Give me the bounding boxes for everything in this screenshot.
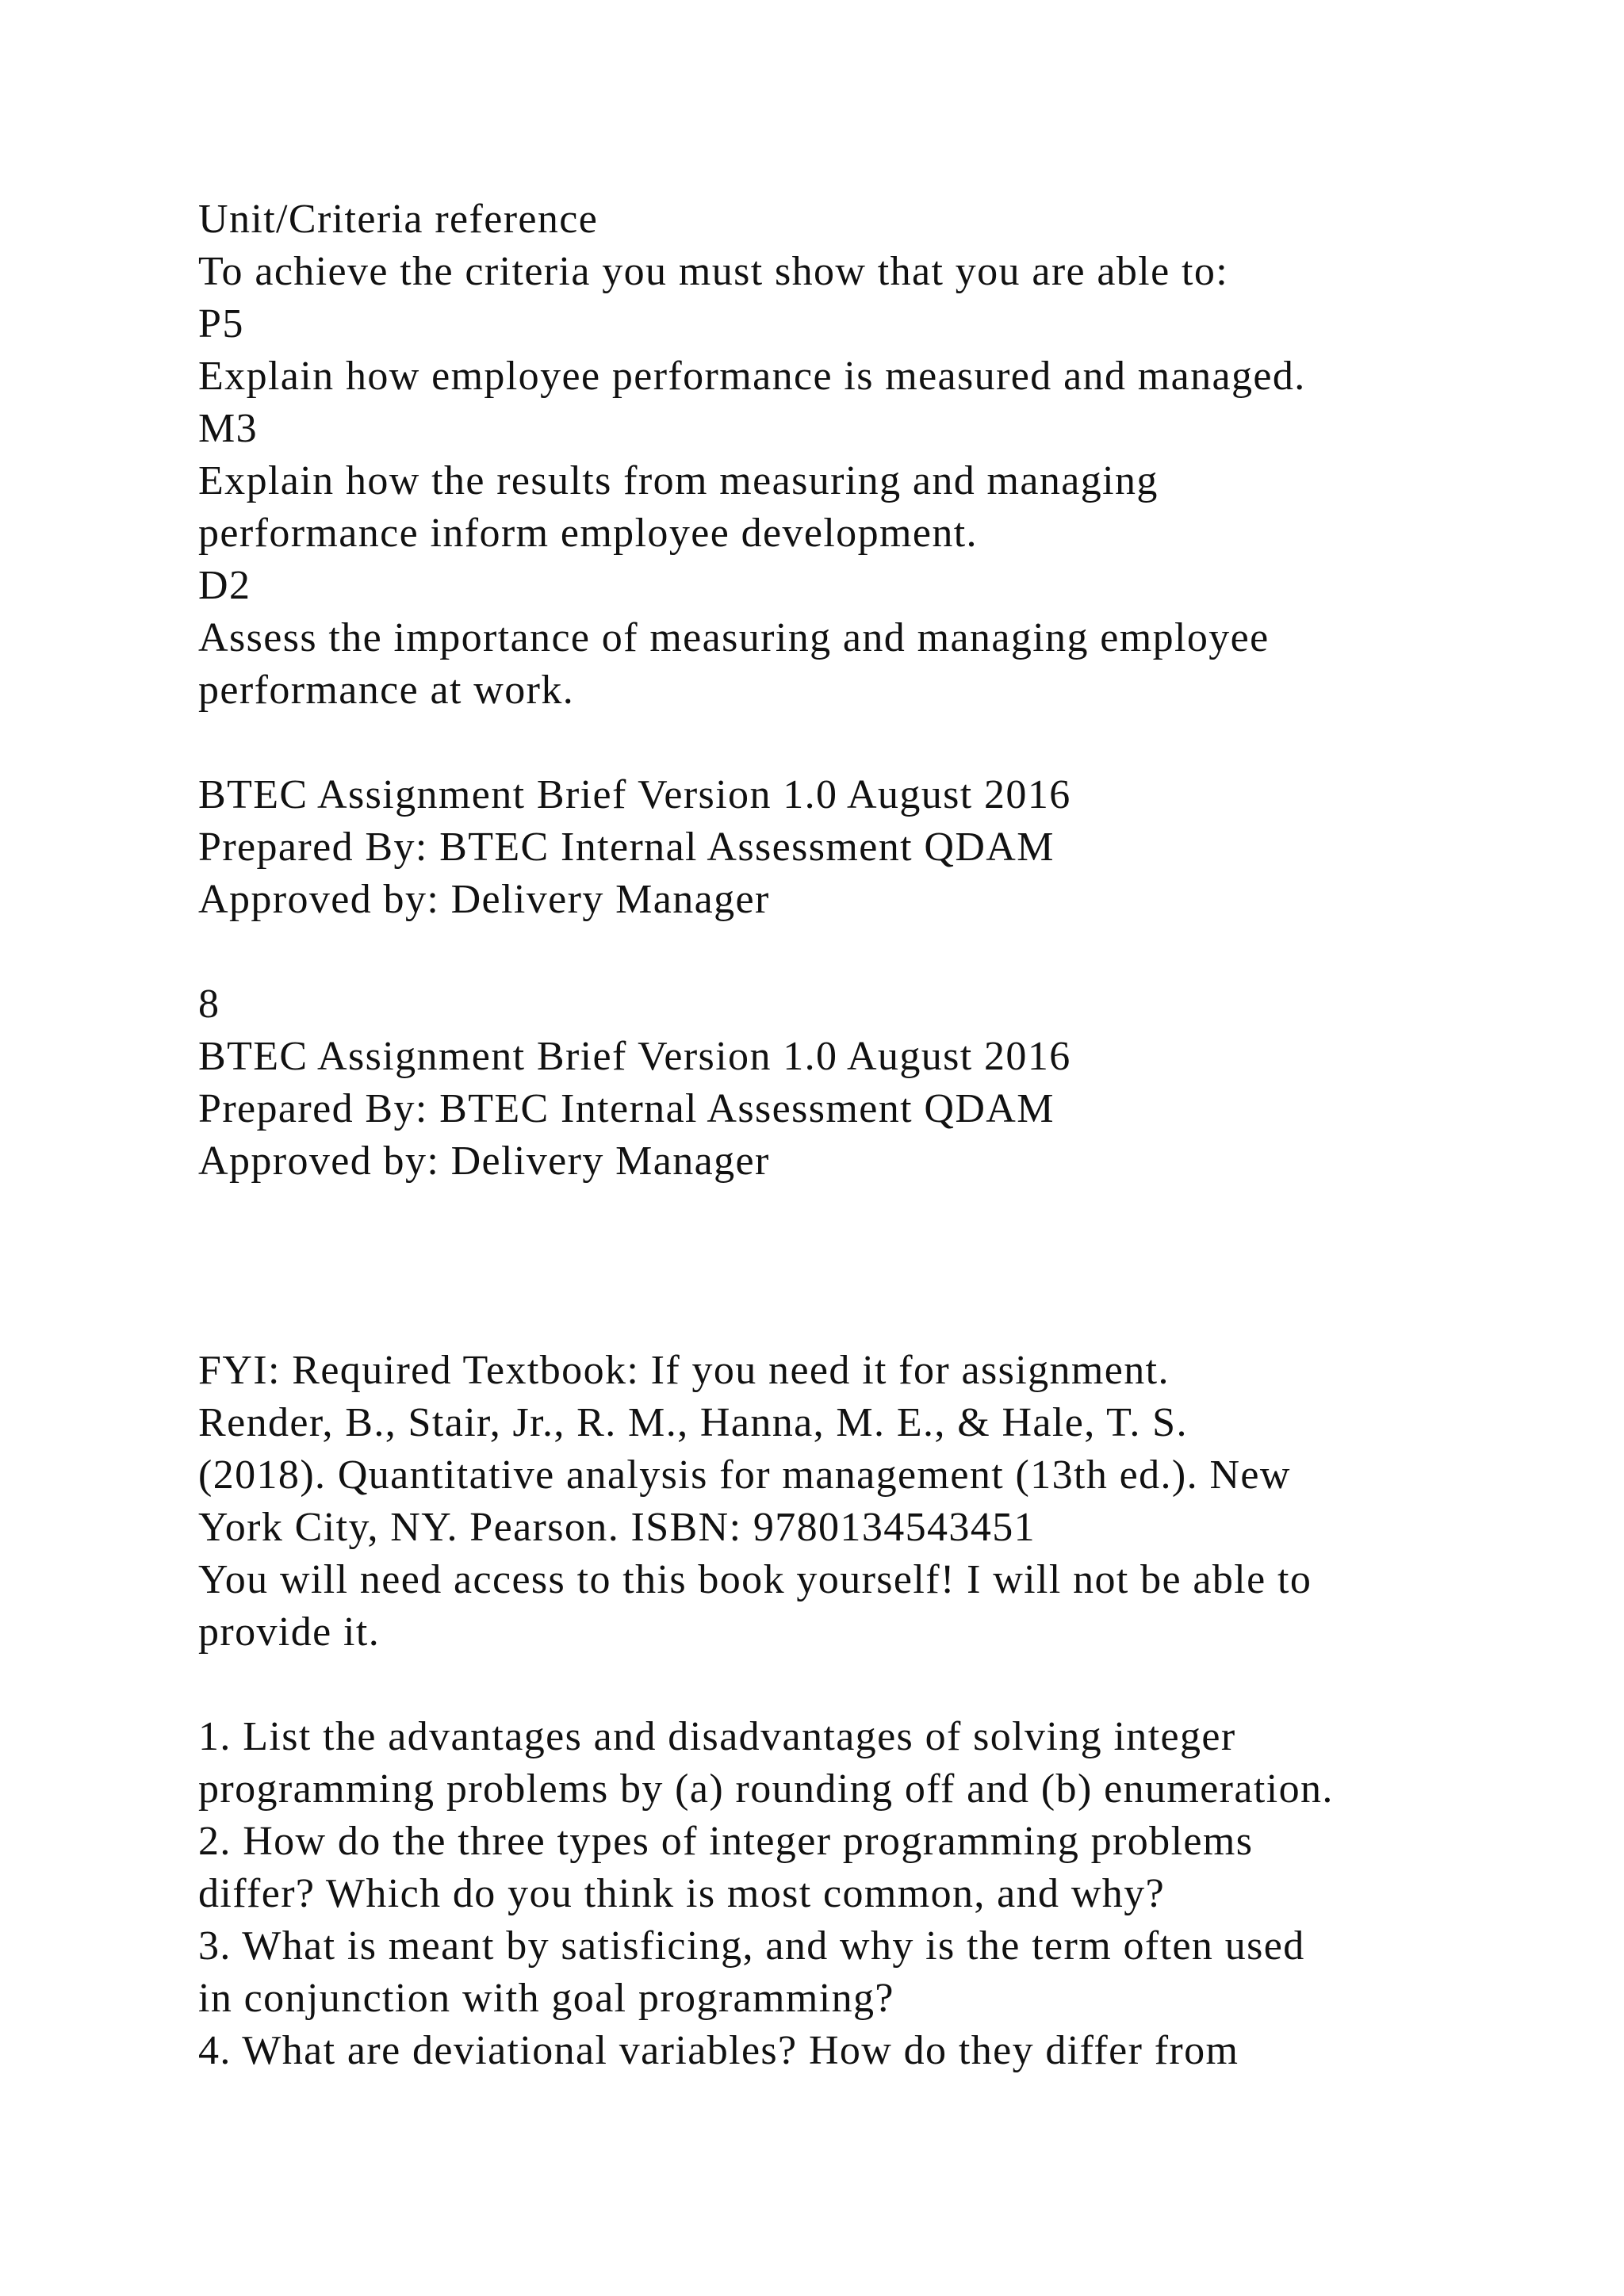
criteria-text-p5: Explain how employee performance is measured and managed. — [198, 354, 1306, 399]
page-number: 8 — [198, 982, 220, 1027]
footer-approved: Approved by: Delivery Manager — [198, 877, 770, 922]
criteria-text-m3-line1: Explain how the results from measuring and managing — [198, 458, 1159, 503]
criteria-text-m3-line2: performance inform employee development. — [198, 511, 978, 556]
question-line: 2. How do the three types of integer programming problems — [198, 1819, 1254, 1864]
criteria-intro: To achieve the criteria you must show that you are able to: — [198, 249, 1229, 294]
footer-prepared: Prepared By: BTEC Internal Assessment QDAM — [198, 825, 1055, 870]
criteria-code-m3: M3 — [198, 406, 259, 451]
footer-version: BTEC Assignment Brief Version 1.0 August 2016 — [198, 772, 1071, 817]
question-line: differ? Which do you think is most common, and why? — [198, 1871, 1166, 1916]
spacer — [198, 1292, 1594, 1345]
spacer — [198, 1659, 1594, 1711]
fyi-line: FYI: Required Textbook: If you need it for assignment. — [198, 1348, 1170, 1393]
criteria-code-d2: D2 — [198, 563, 251, 608]
question-line: in conjunction with goal programming? — [198, 1976, 894, 2021]
spacer — [198, 717, 1594, 769]
notice-line: provide it. — [198, 1609, 381, 1655]
footer-prepared-repeat: Prepared By: BTEC Internal Assessment QDAM — [198, 1086, 1055, 1131]
question-line: 1. List the advantages and disadvantages of solving integer — [198, 1714, 1236, 1759]
question-line: 4. What are deviational variables? How do they differ from — [198, 2028, 1239, 2073]
criteria-code-p5: P5 — [198, 301, 244, 346]
spacer — [198, 1240, 1594, 1292]
criteria-heading: Unit/Criteria reference — [198, 197, 599, 242]
citation-line: Render, B., Stair, Jr., R. M., Hanna, M. E., & Hale, T. S. — [198, 1400, 1188, 1445]
criteria-text-d2-line1: Assess the importance of measuring and managing employee — [198, 615, 1270, 660]
question-line: 3. What is meant by satisficing, and why is the term often used — [198, 1923, 1305, 1969]
citation-line: York City, NY. Pearson. ISBN: 9780134543451 — [198, 1505, 1036, 1550]
spacer — [198, 1188, 1594, 1240]
citation-line: (2018). Quantitative analysis for management (13th ed.). New — [198, 1452, 1291, 1498]
document-body — [198, 193, 1594, 2077]
footer-approved-repeat: Approved by: Delivery Manager — [198, 1138, 770, 1184]
criteria-text-d2-line2: performance at work. — [198, 668, 575, 713]
footer-version-repeat: BTEC Assignment Brief Version 1.0 August 2016 — [198, 1034, 1071, 1079]
question-line: programming problems by (a) rounding off and (b) enumeration. — [198, 1766, 1334, 1812]
spacer — [198, 926, 1594, 978]
notice-line: You will need access to this book yourself! I will not be able to — [198, 1557, 1312, 1602]
